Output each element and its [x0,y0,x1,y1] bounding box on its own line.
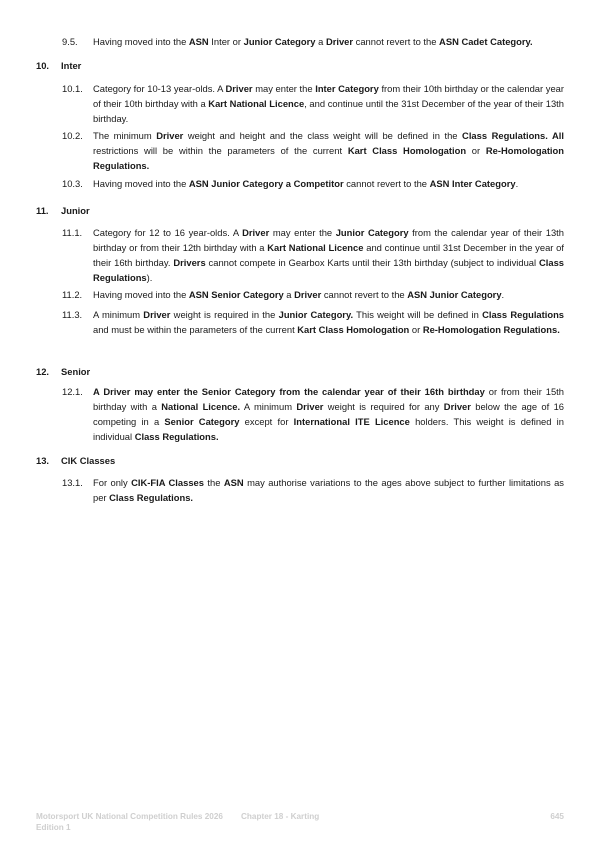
clause-text [93,225,564,285]
clause-text-segment: or [409,324,423,335]
defined-term: Kart National Licence [267,242,364,253]
defined-term: National Licence. [161,401,241,412]
defined-term: Driver [225,83,253,94]
defined-term: ASN Junior Category [407,289,502,300]
clause-text-segment: from the calendar year of their 13th birthday or from their 12th birthday with a [93,227,564,253]
section-number: 11. [36,205,49,216]
defined-term: Drivers [173,257,206,268]
clause-number: 11.1. [62,227,83,238]
defined-term: International ITE Licence [293,416,410,427]
clause-text-segment: Having moved into the [93,289,189,300]
clause-text-segment: Inter or [208,36,244,47]
section-number: 12. [36,366,50,377]
defined-term: Inter Category [315,83,379,94]
clause-text [93,34,564,49]
clause-number: 13.1. [62,477,83,488]
clause-text-segment: or from their 15th birthday with a [93,386,564,412]
defined-term: Driver [143,309,171,320]
clause-number: 12.1. [62,386,83,397]
section-number: 13. [36,455,50,466]
clause-9-5 [62,34,564,49]
clause-text-segment: Category for 10-13 year-olds. A [93,83,226,94]
clause-text [93,384,564,444]
clause-text-segment: For only [93,477,132,488]
clause-text-segment: weight is required in the [170,309,279,320]
clause-text-segment: holders. This weight is defined in individual [93,416,564,442]
clause-text-segment: . [501,289,505,300]
clause-text-segment: below the age of 16 competing in a [93,401,564,427]
clause-text-segment: restrictions will be within the parameters of the current [93,145,348,156]
section-10-heading [36,58,81,73]
defined-term: CIK-FIA Classes [131,477,204,488]
clause-10-1 [62,81,564,126]
clause-number: 10.1. [62,83,83,94]
clause-text-segment: , and continue until the 31st December of the year of their 13th birthday. [93,98,564,124]
defined-term: Driver [325,36,354,47]
clause-text-segment: weight is required for any [323,401,444,412]
clause-text-segment: A minimum [93,309,144,320]
defined-term: Class Regulations. All [462,130,564,141]
clause-text [93,287,564,302]
section-12-heading [36,364,90,379]
defined-term: Re-Homologation Regulations. [422,324,560,335]
clause-text-segment: This weight will be defined in [353,309,483,320]
section-title: CIK Classes [61,455,116,466]
clause-number: 10.2. [62,130,83,141]
clause-text-segment: a [283,289,295,300]
clause-text-segment: and must be within the parameters of the current [93,324,298,335]
section-title: Inter [61,60,82,71]
clause-text-segment: cannot revert to the [343,178,430,189]
defined-term: Junior Category [243,36,316,47]
defined-term: Driver [443,401,471,412]
clause-text-segment: a [315,36,326,47]
defined-term: ASN Cadet Category. [439,36,533,47]
defined-term: Driver [294,289,322,300]
section-11-heading [36,203,90,218]
defined-term: Senior Category [164,416,240,427]
defined-term: A Driver may enter the Senior Category from the calendar year of their 16th birthday [93,386,485,397]
section-title: Junior [61,205,90,216]
defined-term: Re-Homologation Regulations. [93,145,564,171]
defined-term: Class Regulations. [109,492,194,503]
clause-text-segment: may authorise variations to the ages above subject to further limitations as per [93,477,564,503]
clause-text-segment: or [466,145,486,156]
defined-term: Driver [242,227,270,238]
clause-text-segment: ). [146,272,153,283]
clause-text [93,176,564,191]
clause-text-segment: weight and height and the class weight will be defined in the [183,130,463,141]
clause-text-segment: The minimum [93,130,157,141]
clause-text-segment: Category for 12 to 16 year-olds. A [93,227,243,238]
clause-text-segment: Having moved into the [93,36,189,47]
defined-term: Driver [156,130,184,141]
clause-text-segment: cannot compete in Gearbox Karts until their 13th birthday (subject to individual [205,257,539,268]
clause-text-segment: may enter the [252,83,316,94]
clause-text-segment: cannot revert to the [353,36,440,47]
clause-13-1 [62,475,564,505]
defined-term: Kart National Licence [208,98,305,109]
defined-term: ASN [223,477,244,488]
clause-text-segment: may enter the [269,227,336,238]
defined-term: Class Regulations. [134,431,219,442]
defined-term: Class Regulations [93,257,565,283]
clause-text [93,128,564,173]
clause-text-segment: Having moved into the [93,178,189,189]
footer-title: Motorsport UK National Competition Rules 2026 [36,812,223,821]
clause-number: 11.2. [62,289,83,300]
clause-text-segment: except for [239,416,294,427]
clause-11-2 [62,287,564,302]
clause-11-3 [62,307,564,337]
footer-edition: Edition 1 [36,823,71,832]
clause-text-segment: and continue until 31st December in the year of their 16th birthday. [93,242,564,268]
clause-text-segment: from their 10th birthday or the calendar year of their 10th birthday with a [93,83,564,109]
section-13-heading [36,453,115,468]
clause-10-2 [62,128,564,173]
defined-term: Driver [296,401,324,412]
footer-chapter: Chapter 18 - Karting [241,812,320,821]
footer-title-block [36,811,223,833]
clause-text-segment: A minimum [240,401,297,412]
clause-10-3 [62,176,564,191]
clause-number: 10.3. [62,178,83,189]
defined-term: ASN Senior Category [188,289,284,300]
section-number: 10. [36,60,50,71]
clause-number: 11.3. [62,309,83,320]
defined-term: Kart Class Homologation [297,324,410,335]
section-title: Senior [61,366,91,377]
clause-text [93,307,564,337]
clause-text-segment: cannot revert to the [321,289,408,300]
clause-11-1 [62,225,564,285]
defined-term: ASN Inter Category [429,178,516,189]
defined-term: ASN [188,36,209,47]
defined-term: Junior Category [335,227,409,238]
defined-term: Class Regulations [482,309,565,320]
clause-number: 9.5. [62,36,78,47]
defined-term: Junior Category. [278,309,354,320]
defined-term: ASN Junior Category a Competitor [188,178,344,189]
defined-term: Kart Class Homologation [347,145,467,156]
clause-text [93,81,564,126]
clause-text-segment: . [515,178,519,189]
clause-12-1 [62,384,564,444]
clause-text-segment: the [203,477,224,488]
footer-page-number: 645 [550,812,564,821]
clause-text [93,475,564,505]
